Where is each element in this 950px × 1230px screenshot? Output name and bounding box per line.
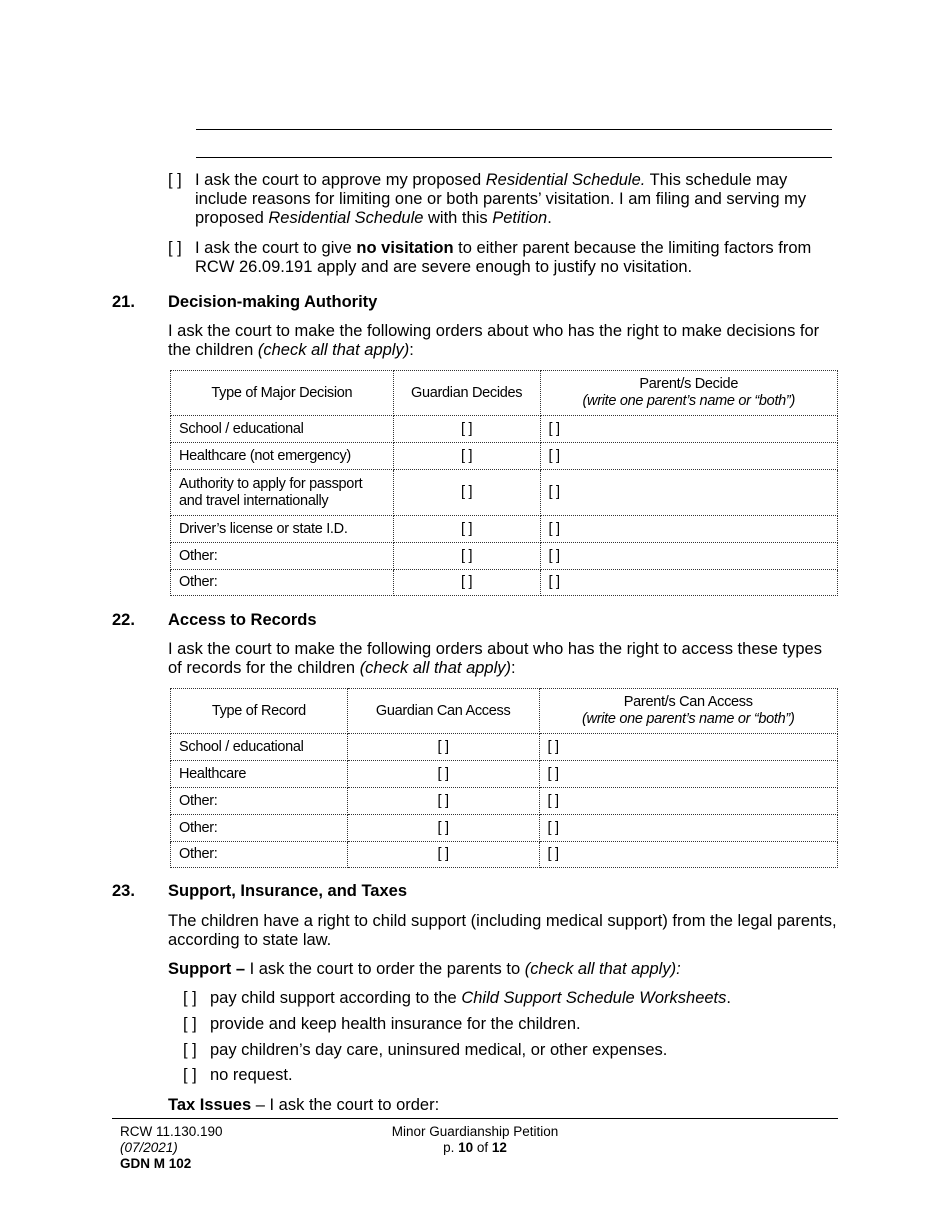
decision-type-cell — [171, 470, 394, 516]
guardian-checkbox[interactable]: [ ] — [461, 574, 473, 590]
table-row — [171, 761, 838, 788]
header-parents-can-access-label: Parent/s Can Access — [623, 694, 753, 710]
table-row — [171, 570, 838, 596]
section-23-intro-line1: The children have a right to child support (including medical support) from the legal parents, — [168, 912, 837, 930]
section-23-title: Support, Insurance, and Taxes — [168, 882, 408, 900]
footer-divider — [112, 1118, 838, 1119]
footer-rcw: RCW 11.130.190 — [120, 1124, 223, 1139]
guardian-checkbox[interactable]: [ ] — [461, 484, 473, 500]
section-22-intro-line1: I ask the court to make the following orders about who has the right to access these types — [168, 640, 822, 658]
header-parents-decide — [540, 371, 837, 416]
header-parents-decide-label: Parent/s Decide — [639, 376, 739, 392]
section-22-title: Access to Records — [168, 611, 317, 629]
guardian-checkbox[interactable]: [ ] — [461, 547, 473, 564]
section-21-number: 21. — [112, 293, 135, 311]
support-checkbox[interactable]: [ ] — [183, 989, 197, 1007]
section-21-intro — [168, 322, 858, 360]
footer-form-number: GDN M 102 — [120, 1156, 192, 1171]
residential-schedule-text-line1: I ask the court to approve my proposed Residential Schedule. This schedule may — [195, 171, 788, 189]
section-22-intro — [168, 640, 858, 678]
parent-checkbox[interactable]: [ ] — [547, 738, 559, 755]
support-checkbox[interactable]: [ ] — [183, 1066, 197, 1084]
section-21-title: Decision-making Authority — [168, 293, 378, 311]
footer-title: Minor Guardianship Petition — [391, 1124, 559, 1139]
decision-type-cell: Other: — [171, 543, 394, 570]
write-in-line-2[interactable] — [196, 157, 832, 158]
support-checkbox[interactable]: [ ] — [183, 1015, 197, 1033]
no-visitation-checkbox[interactable]: [ ] — [168, 239, 182, 257]
guardian-checkbox[interactable]: [ ] — [461, 447, 473, 464]
record-type-cell: Other: — [171, 788, 348, 815]
decision-type-line2: and travel internationally — [179, 492, 329, 509]
section-23-intro-line2: according to state law. — [168, 931, 332, 949]
no-visitation-text-line1: I ask the court to give no visitation to either parent because the limiting factors from — [195, 239, 812, 257]
decision-type-cell: Driver’s license or state I.D. — [171, 516, 394, 543]
section-23-intro — [168, 912, 868, 950]
decision-type-cell: Other: — [171, 570, 394, 596]
record-type-cell: Other: — [171, 842, 348, 868]
guardian-checkbox[interactable]: [ ] — [461, 420, 473, 437]
record-type-cell: Other: — [171, 815, 348, 842]
footer-date: (07/2021) — [120, 1140, 178, 1155]
access-to-records-table — [170, 688, 838, 868]
parent-checkbox[interactable]: [ ] — [547, 846, 559, 862]
table-row — [171, 788, 838, 815]
parent-checkbox[interactable]: [ ] — [548, 574, 560, 590]
decision-type-cell: School / educational — [171, 416, 394, 443]
parent-checkbox[interactable]: [ ] — [548, 447, 560, 464]
header-parents-can-access — [539, 689, 838, 734]
table-row — [171, 543, 838, 570]
header-guardian-can-access: Guardian Can Access — [347, 689, 539, 734]
section-21-intro-line1: I ask the court to make the following orders about who has the right to make decisions for — [168, 322, 820, 340]
residential-schedule-text-line3: proposed Residential Schedule with this Petition. — [195, 209, 552, 227]
parent-checkbox[interactable]: [ ] — [548, 484, 560, 500]
guardian-checkbox[interactable]: [ ] — [437, 792, 449, 809]
parent-checkbox[interactable]: [ ] — [548, 520, 560, 537]
section-23-number: 23. — [112, 882, 135, 900]
section-22-intro-line2: of records for the children (check all that apply): — [168, 659, 516, 677]
residential-schedule-checkbox[interactable]: [ ] — [168, 171, 182, 189]
header-parents-decide-note: (write one parent’s name or “both”) — [582, 393, 795, 409]
parent-checkbox[interactable]: [ ] — [547, 819, 559, 836]
record-type-cell: School / educational — [171, 734, 348, 761]
parent-checkbox[interactable]: [ ] — [548, 547, 560, 564]
section-22-number: 22. — [112, 611, 135, 629]
parent-checkbox[interactable]: [ ] — [547, 765, 559, 782]
table-row — [171, 516, 838, 543]
guardian-checkbox[interactable]: [ ] — [437, 819, 449, 836]
no-visitation-text-line2: RCW 26.09.191 apply and are severe enough to justify no visitation. — [195, 258, 693, 276]
table-row — [171, 842, 838, 868]
tax-issues-line: Tax Issues – I ask the court to order: — [168, 1096, 440, 1114]
guardian-checkbox[interactable]: [ ] — [437, 738, 449, 755]
decision-type-cell: Healthcare (not emergency) — [171, 443, 394, 470]
section-21-intro-line2: the children (check all that apply): — [168, 341, 414, 359]
footer-page: p. 10 of 12 — [443, 1140, 507, 1155]
residential-schedule-text-line2: include reasons for limiting one or both parents’ visitation. I am filing and serving my — [195, 190, 807, 208]
record-type-cell: Healthcare — [171, 761, 348, 788]
footer-center — [330, 1124, 620, 1156]
parent-checkbox[interactable]: [ ] — [547, 792, 559, 809]
guardian-checkbox[interactable]: [ ] — [437, 765, 449, 782]
header-parents-can-access-note: (write one parent’s name or “both”) — [582, 711, 795, 727]
header-type-of-major-decision: Type of Major Decision — [171, 371, 394, 416]
header-type-of-record: Type of Record — [171, 689, 348, 734]
guardian-checkbox[interactable]: [ ] — [437, 846, 449, 862]
table-row — [171, 815, 838, 842]
support-checkbox[interactable]: [ ] — [183, 1041, 197, 1059]
header-guardian-decides: Guardian Decides — [393, 371, 540, 416]
table-row — [171, 416, 838, 443]
decision-making-table — [170, 370, 838, 596]
table-header-row — [171, 371, 838, 416]
table-row — [171, 443, 838, 470]
write-in-line-1[interactable] — [196, 129, 832, 130]
table-header-row — [171, 689, 838, 734]
parent-checkbox[interactable]: [ ] — [548, 420, 560, 437]
guardian-checkbox[interactable]: [ ] — [461, 520, 473, 537]
decision-type-line1: Authority to apply for passport — [179, 475, 363, 492]
footer-left — [120, 1124, 223, 1172]
table-row — [171, 470, 838, 516]
support-request-line: Support – I ask the court to order the parents to (check all that apply): — [168, 960, 681, 978]
table-row — [171, 734, 838, 761]
